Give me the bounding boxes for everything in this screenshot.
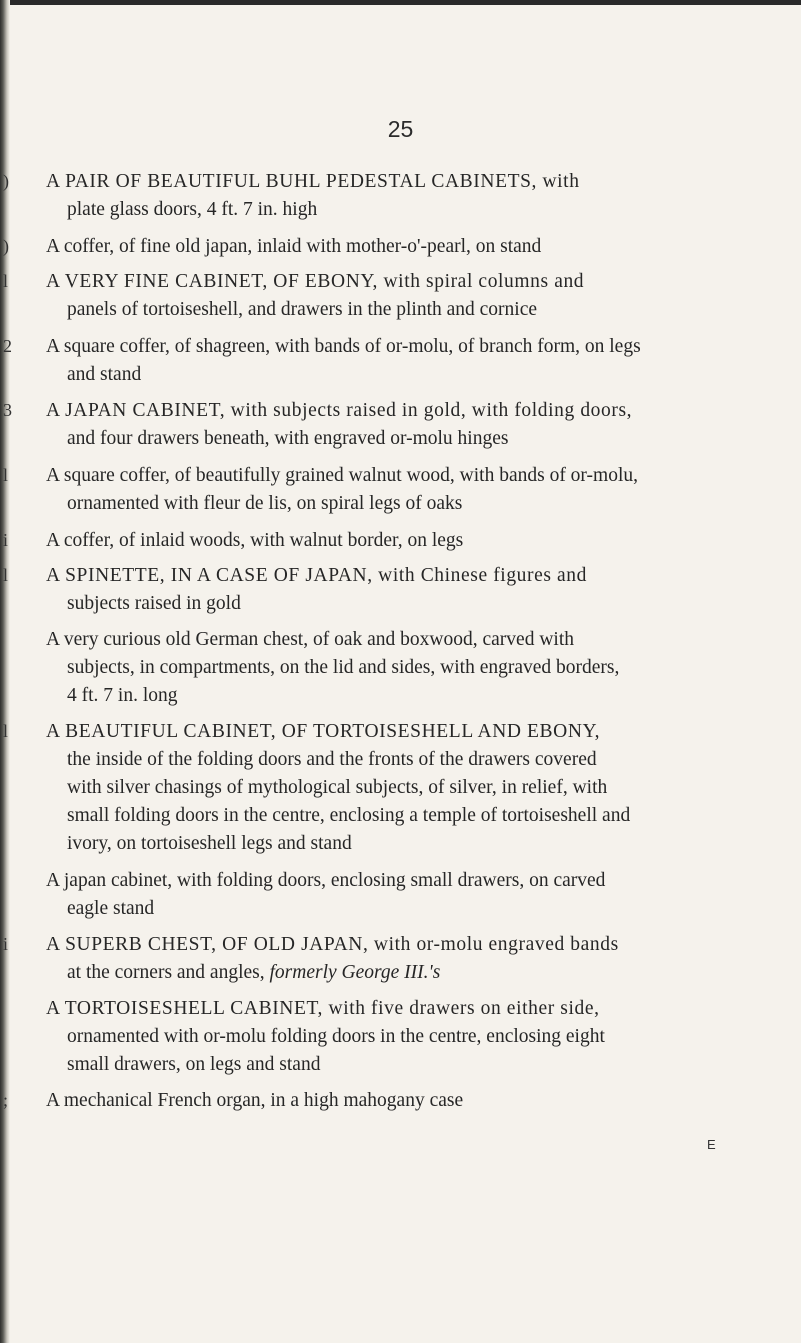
- entry-line: ornamented with or-molu folding doors in the centre, enclosing eight: [67, 1026, 605, 1047]
- entry-line: A coffer, of fine old japan, inlaid with mother-o'-pearl, on stand: [46, 236, 542, 257]
- entry-line: subjects, in compartments, on the lid and sides, with engraved borders,: [67, 657, 620, 678]
- entry-line: and stand: [67, 364, 142, 385]
- entry-line: and four drawers beneath, with engraved or-molu hinges: [67, 428, 509, 449]
- entry-line: A JAPAN CABINET, with subjects raised in gold, with folding doors,: [46, 400, 633, 421]
- entry-line: the inside of the folding doors and the fronts of the drawers covered: [67, 749, 597, 770]
- entry-line: A japan cabinet, with folding doors, enclosing small drawers, on carved: [46, 870, 606, 891]
- lot-number-fragment: ): [3, 236, 9, 256]
- provenance-note: formerly George III.'s: [269, 962, 441, 983]
- page-number: 25: [387, 116, 414, 142]
- entry-line: small drawers, on legs and stand: [67, 1054, 321, 1075]
- entry-line: eagle stand: [67, 898, 155, 919]
- entry-line: 4 ft. 7 in. long: [67, 685, 178, 706]
- lot-number-fragment: l: [3, 271, 9, 291]
- lot-number-fragment: ): [3, 171, 9, 191]
- binding-edge: [0, 0, 10, 1343]
- signature-mark: E: [707, 1137, 716, 1152]
- entry-line: A SPINETTE, IN A CASE OF JAPAN, with Chinese figures and: [46, 565, 587, 586]
- lot-number-fragment: l: [3, 465, 9, 485]
- entry-line-text: at the corners and angles,: [67, 962, 270, 983]
- lot-number-fragment: 3: [3, 400, 12, 420]
- entry-line: plate glass doors, 4 ft. 7 in. high: [67, 199, 318, 220]
- entry-line: ivory, on tortoiseshell legs and stand: [67, 833, 352, 854]
- entry-line: A square coffer, of shagreen, with bands of or-molu, of branch form, on legs: [46, 336, 641, 357]
- entry-line: ornamented with fleur de lis, on spiral legs of oaks: [67, 493, 463, 514]
- lot-number-fragment: l: [3, 565, 9, 585]
- entry-line: A TORTOISESHELL CABINET, with five drawers on either side,: [46, 998, 600, 1019]
- entry-line: panels of tortoiseshell, and drawers in the plinth and cornice: [67, 299, 538, 320]
- entry-line: A mechanical French organ, in a high mahogany case: [46, 1090, 464, 1111]
- lot-number-fragment: ;: [3, 1090, 9, 1110]
- entry-line: A BEAUTIFUL CABINET, OF TORTOISESHELL AND EBONY,: [46, 721, 601, 742]
- lot-number-fragment: 2: [3, 336, 12, 356]
- entry-line: subjects raised in gold: [67, 593, 241, 614]
- lot-number-fragment: l: [3, 721, 9, 741]
- lot-number-fragment: i: [3, 934, 9, 954]
- entry-line: with silver chasings of mythological subjects, of silver, in relief, with: [67, 777, 608, 798]
- top-border: [0, 0, 801, 5]
- entry-line: A coffer, of inlaid woods, with walnut border, on legs: [46, 530, 464, 551]
- lot-number-fragment: i: [3, 530, 9, 550]
- entry-line: A PAIR OF BEAUTIFUL BUHL PEDESTAL CABINETS, with: [46, 171, 580, 192]
- entry-line: A VERY FINE CABINET, OF EBONY, with spiral columns and: [46, 271, 585, 292]
- entry-line: [67, 962, 440, 984]
- entry-line: A square coffer, of beautifully grained walnut wood, with bands of or-molu,: [46, 465, 638, 486]
- entry-line: A very curious old German chest, of oak and boxwood, carved with: [46, 629, 574, 650]
- entry-line: small folding doors in the centre, enclosing a temple of tortoiseshell and: [67, 805, 631, 826]
- entry-line: A SUPERB CHEST, OF OLD JAPAN, with or-molu engraved bands: [46, 934, 619, 955]
